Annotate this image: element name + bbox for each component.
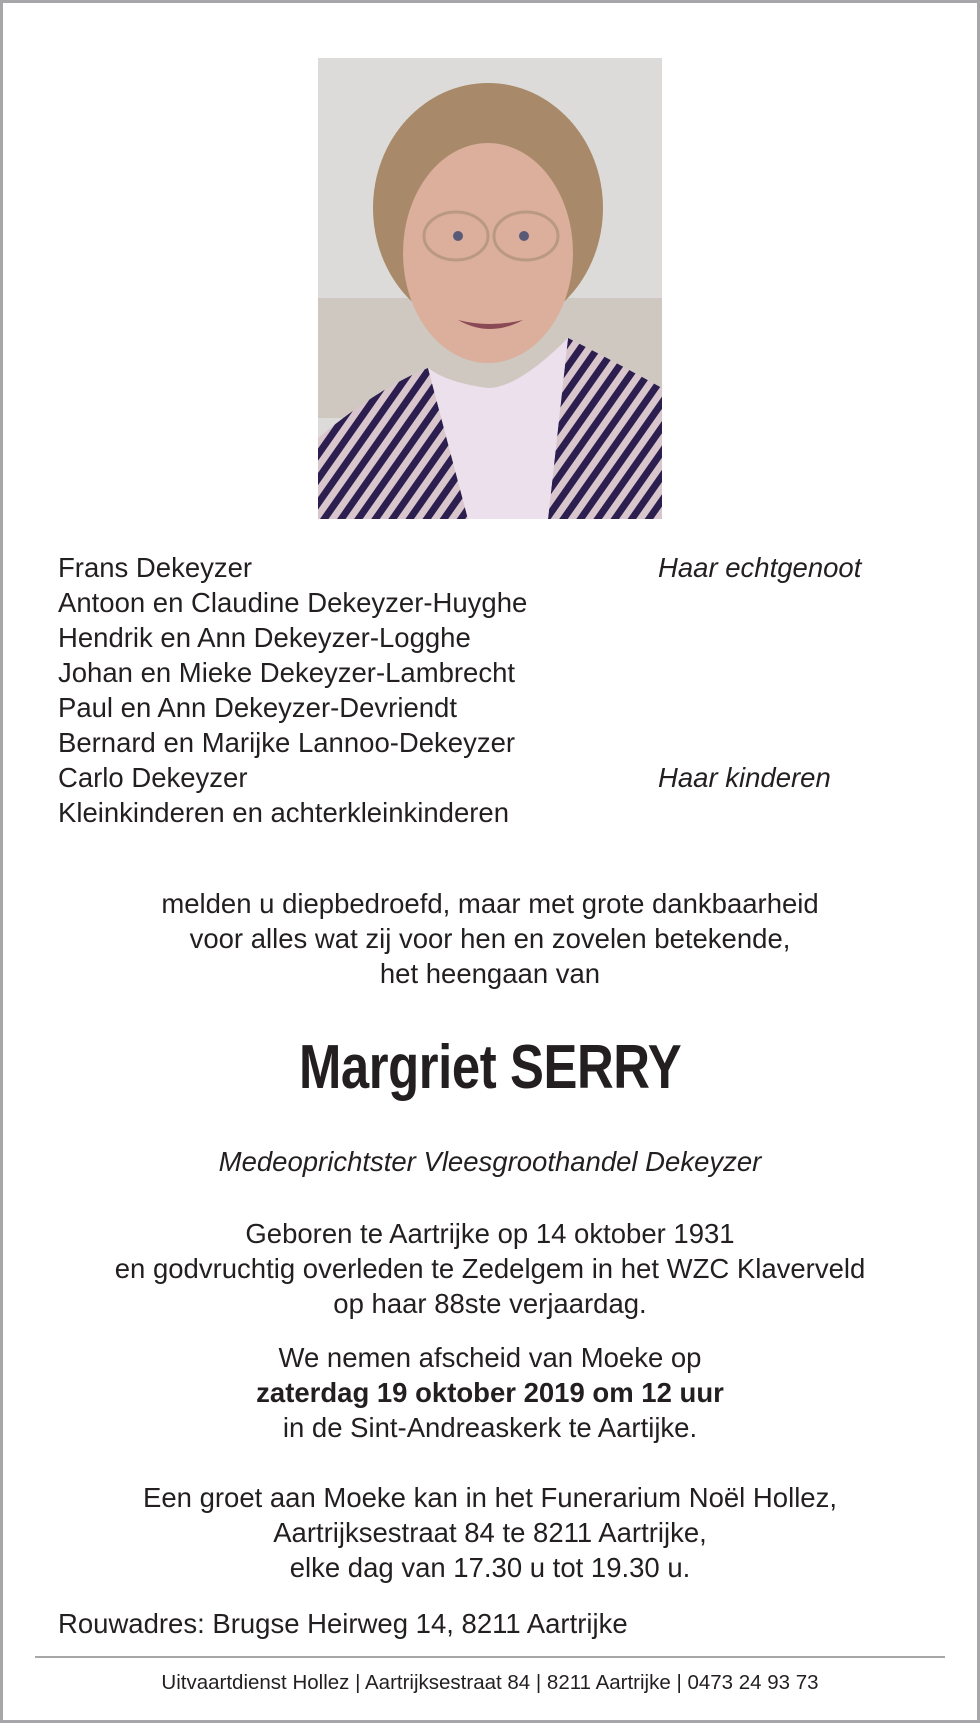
info-line: op haar 88ste verjaardag. xyxy=(333,1288,647,1319)
family-list xyxy=(58,550,527,830)
info-line: Geboren te Aartrijke op 14 oktober 1931 xyxy=(245,1218,735,1249)
visitation-info xyxy=(0,1480,980,1585)
subtitle: Medeoprichtster Vleesgroothandel Dekeyzer xyxy=(218,1146,762,1177)
divider xyxy=(35,1656,945,1658)
farewell-datetime: zaterdag 19 oktober 2019 om 12 uur xyxy=(256,1377,724,1408)
info-line: Een groet aan Moeke kan in het Funerarium Noël Hollez, xyxy=(143,1482,837,1513)
mourning-address: Rouwadres: Brugse Heirweg 14, 8211 Aartrijke xyxy=(58,1608,628,1639)
family-member: Kleinkinderen en achterkleinkinderen xyxy=(58,797,509,828)
family-member: Hendrik en Ann Dekeyzer-Logghe xyxy=(58,622,471,653)
deceased-name-text: Margriet SERRY xyxy=(298,1033,682,1102)
farewell-place: in de Sint-Andreaskerk te Aartijke. xyxy=(282,1412,698,1443)
announcement xyxy=(0,886,980,991)
family-member: Antoon en Claudine Dekeyzer-Huyghe xyxy=(58,587,528,618)
deceased-name xyxy=(0,1032,980,1104)
announcement-line: melden u diepbedroefd, maar met grote dankbaarheid xyxy=(161,888,819,919)
birth-death-info xyxy=(0,1216,980,1321)
family-member: Frans Dekeyzer xyxy=(58,552,253,583)
info-line: Aartrijksestraat 84 te 8211 Aartrijke, xyxy=(273,1517,707,1548)
relation-children: Haar kinderen xyxy=(658,762,831,793)
farewell-info xyxy=(0,1340,980,1445)
announcement-line: het heengaan van xyxy=(379,958,601,989)
info-line: en godvruchtig overleden te Zedelgem in het WZC Klaverveld xyxy=(114,1253,866,1284)
announcement-line: voor alles wat zij voor hen en zovelen betekende, xyxy=(189,923,791,954)
family-member: Carlo Dekeyzer xyxy=(58,762,248,793)
portrait-photo xyxy=(318,58,662,519)
footer-funeral-home: Uitvaartdienst Hollez | Aartrijksestraat 84 | 8211 Aartrijke | 0473 24 93 73 xyxy=(161,1671,819,1694)
family-member: Paul en Ann Dekeyzer-Devriendt xyxy=(58,692,457,723)
info-line: elke dag van 17.30 u tot 19.30 u. xyxy=(289,1552,691,1583)
family-member: Johan en Mieke Dekeyzer-Lambrecht xyxy=(58,657,516,688)
family-member: Bernard en Marijke Lannoo-Dekeyzer xyxy=(58,727,516,758)
farewell-intro: We nemen afscheid van Moeke op xyxy=(278,1342,702,1373)
relation-spouse: Haar echtgenoot xyxy=(658,552,862,583)
